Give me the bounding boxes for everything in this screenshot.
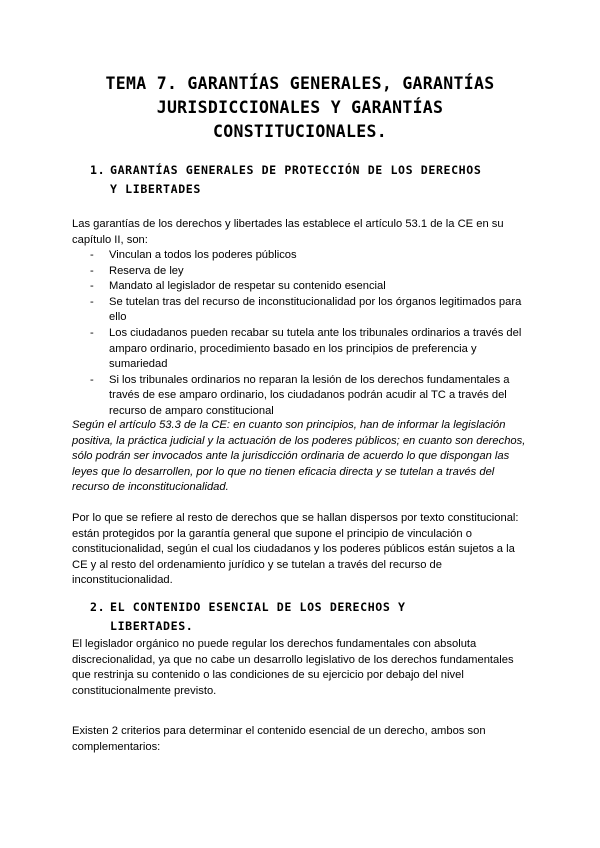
bullet-dash: - bbox=[90, 326, 94, 339]
section-1-intro bbox=[72, 217, 532, 248]
list-item bbox=[72, 279, 532, 295]
heading-line: GARANTÍAS GENERALES DE PROTECCIÓN DE LOS DERECHOS bbox=[110, 163, 482, 177]
guarantees-list bbox=[72, 248, 532, 420]
list-item-text: Mandato al legislador de respetar su contenido esencial bbox=[109, 280, 386, 293]
text-line: Por lo que se refiere al resto de derechos que se hallan dispersos por texto constitucional: bbox=[72, 512, 519, 524]
bullet-dash: - bbox=[90, 249, 94, 261]
text-line: discrecionalidad, ya que no cabe un desarrollo legislativo de los derechos fundamentales bbox=[72, 653, 514, 666]
list-item-text: Se tutelan tras del recurso de inconstitucionalidad por los órganos legitimados para bbox=[109, 295, 522, 308]
list-item bbox=[72, 373, 532, 420]
list-item-text: Los ciudadanos pueden recabar su tutela ante los tribunales ordinarios a través del bbox=[109, 326, 522, 339]
bullet-dash: - bbox=[90, 264, 94, 277]
section-2-paragraph-1 bbox=[72, 637, 532, 699]
list-item-text: través de ese amparo ordinario, los ciudadanos podrán acudir al TC a través del bbox=[109, 389, 507, 402]
heading-line: EL CONTENIDO ESENCIAL DE LOS DERECHOS Y bbox=[110, 600, 406, 614]
heading-line: Y LIBERTADES bbox=[110, 181, 201, 196]
text-line: Existen 2 criterios para determinar el contenido esencial de un derecho, ambos son bbox=[72, 725, 486, 737]
section-2-paragraph-2 bbox=[72, 724, 532, 755]
title-line: JURISDICCIONALES Y GARANTÍAS bbox=[156, 98, 444, 117]
list-item-text: Si los tribunales ordinarios no reparan la lesión de los derechos fundamentales a bbox=[109, 373, 510, 386]
text-line: complementarios: bbox=[72, 740, 161, 753]
section-number: 1. bbox=[90, 163, 106, 177]
list-item bbox=[72, 295, 532, 326]
document-title bbox=[60, 72, 540, 144]
text-line: leyes que lo desarrollen, por lo que no tienen eficacia directa y se tutelan a través del bbox=[72, 465, 495, 478]
text-line: Las garantías de los derechos y libertades las establece el artículo 53.1 de la CE en su bbox=[72, 218, 504, 230]
list-item-text: amparo ordinario, procedimiento basado en los principios de preferencia y bbox=[109, 342, 477, 355]
text-line: recurso de inconstitucionalidad. bbox=[72, 481, 229, 494]
list-item-text: recurso de amparo constitucional bbox=[109, 404, 274, 417]
list-item bbox=[72, 264, 532, 280]
bullet-dash: - bbox=[90, 280, 94, 293]
list-item-text: Reserva de ley bbox=[109, 264, 184, 277]
text-line: constitucionalmente previsto. bbox=[72, 684, 217, 697]
list-item-text: ello bbox=[109, 311, 127, 324]
text-line: sólo podrán ser invocados ante la jurisdicción ordinaria de acuerdo lo que dispongan las bbox=[72, 450, 510, 463]
article-53-3-quote bbox=[72, 418, 532, 496]
text-line: CE y al resto del ordenamiento jurídico y se tutelan a través del recurso de bbox=[72, 558, 443, 571]
text-line: inconstitucionalidad. bbox=[72, 574, 173, 587]
list-item-text: sumariedad bbox=[109, 358, 168, 371]
text-line: El legislador orgánico no puede regular los derechos fundamentales con absoluta bbox=[72, 638, 477, 650]
text-line: constitucionalidad, según el cual los ciudadanos y los poderes públicos están sujetos a la bbox=[72, 543, 515, 556]
list-item bbox=[72, 248, 532, 264]
bullet-dash: - bbox=[90, 295, 94, 308]
list-item bbox=[72, 326, 532, 373]
list-item-text: Vinculan a todos los poderes públicos bbox=[109, 249, 297, 261]
bullet-dash: - bbox=[90, 373, 94, 386]
text-line: positiva, la práctica judicial y la actuación de los poderes públicos; en cuanto son derechos, bbox=[72, 434, 526, 447]
text-line: capítulo II, son: bbox=[72, 233, 148, 246]
section-number: 2. bbox=[90, 600, 106, 614]
section-1-closing-paragraph bbox=[72, 511, 532, 589]
title-line: CONSTITUCIONALES. bbox=[213, 122, 387, 141]
text-line: que restrinja su contenido o las condiciones de su ejercicio por debajo del nivel bbox=[72, 669, 464, 682]
title-line: TEMA 7. GARANTÍAS GENERALES, GARANTÍAS bbox=[105, 74, 495, 93]
text-line: están protegidos por la garantía general que supone el principio de vinculación o bbox=[72, 527, 472, 540]
text-line: Según el artículo 53.3 de la CE: en cuanto son principios, han de informar la legislación bbox=[72, 419, 506, 431]
heading-line: LIBERTADES. bbox=[110, 618, 194, 633]
